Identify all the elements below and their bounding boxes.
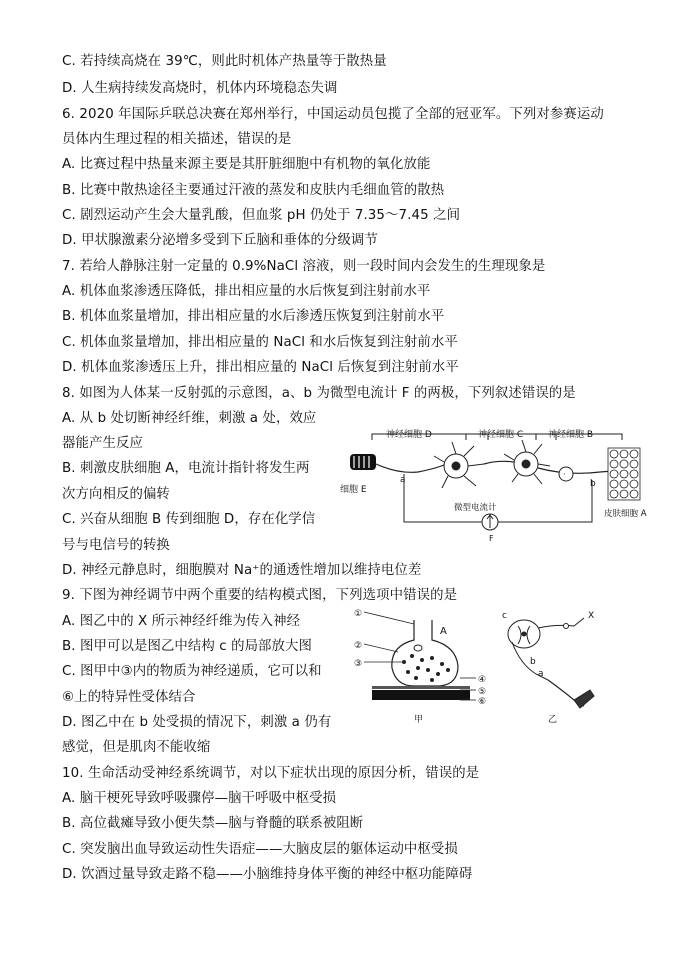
- q6-option-c: C. 剧烈运动产生会大量乳酸，但血浆 pH 仍处于 7.35～7.45 之间: [62, 208, 461, 223]
- q8-option-c-line1: C. 兴奋从细胞 B 传到细胞 D，存在化学信: [62, 512, 316, 527]
- axon-d: [376, 464, 446, 472]
- q9-option-a: A. 图乙中的 X 所示神经纤维为传入神经: [62, 614, 301, 629]
- q8-option-c-line2: 号与电信号的转换: [62, 538, 170, 553]
- q8-option-b-line1: B. 刺激皮肤细胞 A，电流计指针将发生两: [62, 461, 310, 476]
- label-yi-b: b: [530, 657, 536, 667]
- label-jia-6: ⑥: [478, 697, 487, 707]
- label-jia-3: ③: [354, 659, 363, 669]
- q9-stem: 9. 下图为神经调节中两个重要的结构模式图，下列选项中错误的是: [62, 588, 458, 603]
- label-skin-a: 皮肤细胞 A: [604, 509, 647, 519]
- label-cell-e: 细胞 E: [340, 485, 367, 495]
- label-yi-c: c: [502, 611, 507, 621]
- svg-text:·: ·: [563, 470, 566, 479]
- label-jia-5: ⑤: [478, 687, 487, 697]
- q7-option-d: D. 机体血浆渗透压上升，排出相应量的 NaCl 后恢复到注射前水平: [62, 360, 459, 375]
- caption-yi: 乙: [548, 715, 558, 725]
- skin-cell-a: [608, 448, 640, 500]
- label-pole-a: a: [400, 475, 406, 485]
- q8-option-a-line2: 器能产生反应: [62, 436, 143, 451]
- q5-option-c: C. 若持续高烧在 39℃，则此时机体产热量等于散热量: [62, 54, 387, 69]
- q8-option-b-line2: 次方向相反的偏转: [62, 487, 170, 502]
- label-neuron-d: 神经细胞 D: [386, 430, 432, 440]
- q7-option-b: B. 机体血浆量增加，排出相应量的水后渗透压恢复到注射前水平: [62, 309, 445, 324]
- q6-stem-line1: 6. 2020 年国际乒联总决赛在郑州举行，中国运动员包揽了全部的冠亚军。下列对参赛运动: [62, 107, 604, 122]
- effector-cell-e: [350, 454, 376, 470]
- q9-option-b: B. 图甲可以是图乙中结构 c 的局部放大图: [62, 639, 313, 654]
- q8-option-a-line1: A. 从 b 处切断神经纤维，刺激 a 处，效应: [62, 411, 317, 426]
- q9-option-c-line2: ⑥上的特异性受体结合: [62, 690, 196, 705]
- label-jia-4: ④: [478, 675, 487, 685]
- q10-option-d: D. 饮酒过量导致走路不稳——小脑维持身体平衡的神经中枢功能障碍: [62, 867, 473, 882]
- q10-stem: 10. 生命活动受神经系统调节，对以下症状出现的原因分析，错误的是: [62, 766, 480, 781]
- q5-option-d: D. 人生病持续发高烧时，机体内环境稳态失调: [62, 81, 338, 96]
- q6-stem-line2: 员体内生理过程的相关描述，错误的是: [62, 132, 292, 147]
- synapse-diagram-jia: [364, 612, 476, 700]
- q9-option-d-line2: 感觉，但是肌肉不能收缩: [62, 740, 211, 755]
- label-jia-2: ②: [354, 641, 363, 651]
- synapse-and-reflex-figure: [352, 604, 620, 726]
- label-neuron-c: 神经细胞 C: [478, 430, 524, 440]
- q9-option-d-line1: D. 图乙中在 b 处受损的情况下，刺激 a 仍有: [62, 715, 332, 730]
- label-meter: 微型电流计: [454, 503, 497, 513]
- spinal-reflex-diagram-yi: [508, 618, 594, 708]
- q8-stem: 8. 如图为人体某一反射弧的示意图，a、b 为微型电流计 F 的两极，下列叙述错误的是: [62, 386, 576, 401]
- q6-option-b: B. 比赛中散热途径主要通过汗液的蒸发和皮肤内毛细血管的散热: [62, 183, 445, 198]
- label-neuron-b: 神经细胞 B: [548, 430, 594, 440]
- q7-stem: 7. 若给人静脉注射一定量的 0.9%NaCl 溶液，则一段时间内会发生的生理现象是: [62, 259, 546, 274]
- label-pole-b: b: [590, 479, 596, 489]
- reflex-arc-figure: [338, 418, 648, 546]
- caption-jia: 甲: [414, 715, 424, 725]
- q10-option-a: A. 脑干梗死导致呼吸骤停—脑干呼吸中枢受损: [62, 791, 337, 806]
- q10-option-c: C. 突发脑出血导致运动性失语症——大脑皮层的躯体运动中枢受损: [62, 842, 458, 857]
- q7-option-a: A. 机体血浆渗透压降低，排出相应量的水后恢复到注射前水平: [62, 284, 431, 299]
- q7-option-c: C. 机体血浆量增加，排出相应量的 NaCl 和水后恢复到注射前水平: [62, 335, 458, 350]
- meter-circuit: [404, 474, 592, 530]
- label-jia-A: A: [440, 626, 447, 637]
- q9-option-c-line1: C. 图甲中③内的物质为神经递质，它可以和: [62, 664, 322, 679]
- neuron-d-body: [434, 442, 484, 488]
- label-yi-a: a: [538, 669, 544, 679]
- q6-option-a: A. 比赛过程中热量来源主要是其肝脏细胞中有机物的氧化放能: [62, 157, 431, 172]
- q6-option-d: D. 甲状腺激素分泌增多受到下丘脑和垂体的分级调节: [62, 233, 378, 248]
- neuron-b-soma: [559, 467, 573, 481]
- axon-c: [484, 461, 514, 464]
- label-yi-x: X: [588, 611, 595, 621]
- q8-option-d: D. 神经元静息时，细胞膜对 Na⁺的通透性增加以维持电位差: [62, 563, 422, 578]
- label-jia-1: ①: [354, 609, 363, 619]
- label-meter-f: F: [489, 534, 494, 543]
- q10-option-b: B. 高位截瘫导致小便失禁—脑与脊髓的联系被阻断: [62, 816, 364, 831]
